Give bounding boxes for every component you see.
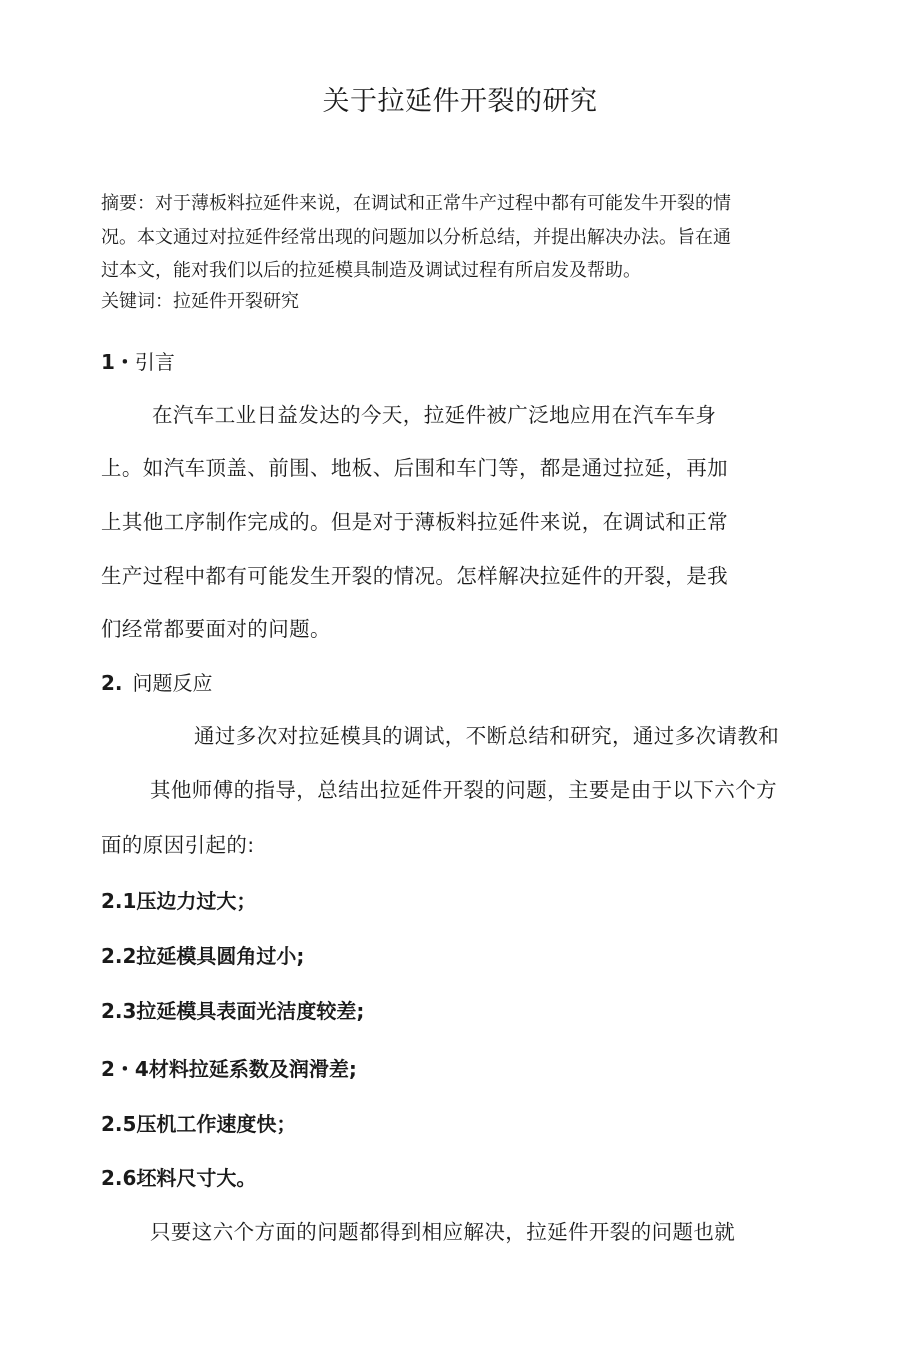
paragraph-line: 生产过程中都有可能发生开裂的情况。怎样解决拉延件的开裂，是我 <box>101 564 728 588</box>
cause-item: 2.6坯料尺寸大。 <box>101 1166 257 1190</box>
section-title: 问题反应 <box>132 671 213 695</box>
paragraph-line: 们经常都要面对的问题。 <box>101 617 331 641</box>
cause-item: 2.1压边力过大； <box>101 889 257 913</box>
cause-item: 2.2拉延模具圆角过小; <box>101 944 305 968</box>
abstract-line: 过本文，能对我们以后的拉延模具制造及调试过程有所启发及帮助。 <box>101 260 641 281</box>
paragraph-line: 只要这六个方面的问题都得到相应解决，拉延件开裂的问题也就 <box>150 1220 736 1244</box>
paragraph-line: 在汽车工业日益发达的今天，拉延件被广泛地应用在汽车车身 <box>152 403 717 427</box>
section-heading-introduction <box>101 347 175 377</box>
abstract-line: 摘要：对于薄板料拉延件来说，在调试和正常牛产过程中都有可能发牛开裂的情 <box>101 193 731 214</box>
paragraph-line: 上其他工序制作完成的。但是对于薄板料拉延件来说，在调试和正常 <box>101 510 728 534</box>
keywords-line: 关键词：拉延件开裂研究 <box>101 291 299 312</box>
paragraph-line: 上。如汽车顶盖、前围、地板、后围和车门等，都是通过拉延，再加 <box>101 456 728 480</box>
paragraph-line: 其他师傅的指导，总结出拉延件开裂的问题，主要是由于以下六个方 <box>150 778 777 802</box>
cause-item: 2.3拉延模具表面光洁度较差; <box>101 999 365 1023</box>
paragraph-line: 通过多次对拉延模具的调试，不断总结和研究，通过多次请教和 <box>194 724 780 748</box>
abstract-line: 况。本文通过对拉延件经常出现的问题加以分析总结，并提出解决办法。旨在通 <box>101 227 731 248</box>
section-number: 1・ <box>101 350 135 374</box>
section-title: 引言 <box>134 350 175 374</box>
paragraph-line: 面的原因引起的: <box>101 833 255 857</box>
document-title: 关于拉延件开裂的研究 <box>322 86 598 117</box>
section-heading-problem <box>101 668 213 698</box>
cause-item: 2・4材料拉延系数及润滑差; <box>101 1057 357 1081</box>
section-number: 2. <box>101 671 123 695</box>
cause-item: 2.5压机工作速度快； <box>101 1112 297 1136</box>
